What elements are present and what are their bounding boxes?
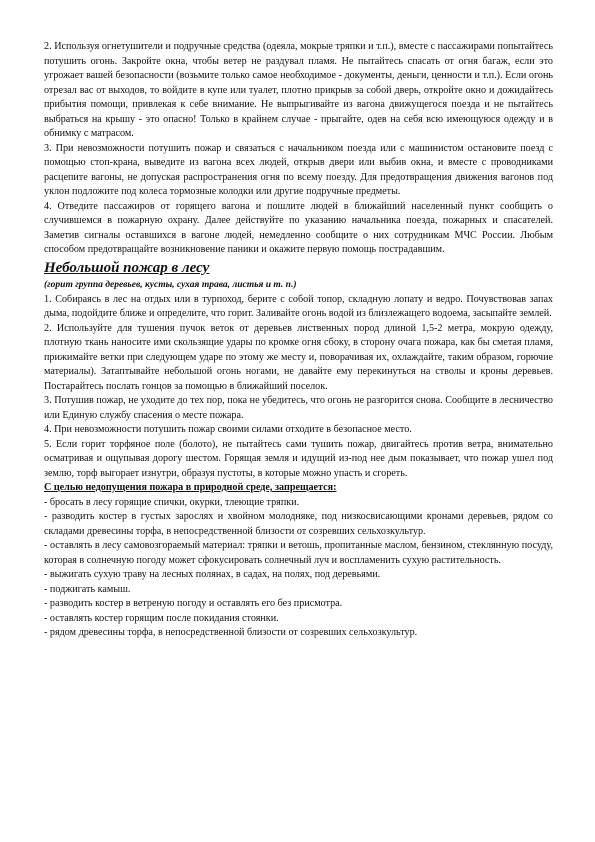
- prohibition-item: - поджигать камыш.: [44, 583, 131, 595]
- paragraph-forest-3: 3. Потушив пожар, не уходите до тех пор, пока не убедитесь, что огонь не разгорится снова. Сообщите в лесничество или Единую службу спасения о месте пожара.: [44, 395, 553, 421]
- paragraph-train-4: 4. Отведите пассажиров от горящего вагона и пошлите людей в ближайший населенный пункт сообщить о случившемся в пожарную охрану. Далее действуйте по указанию начальника поезда, пожарных и спасателей. Заметив сигналы оставшихся в вагоне людей, немедленно сообщите о них сотрудникам МЧС России. Любым способом предотвращайте возникновение паники и окажите первую помощь пострадавшим.: [44, 200, 553, 255]
- prohibition-item: - рядом древесины торфа, в непосредственной близости от созревших сельхозкультур.: [44, 627, 418, 638]
- prohibitions-title: С целью недопущения пожара в природной среде, запрещается:: [44, 482, 337, 493]
- paragraph-train-2: 2. Используя огнетушители и подручные средства (одеяла, мокрые тряпки и т.п.), вместе с пассажирами попытайтесь потушить огонь. Закройте окна, чтобы ветер не раздувал пламя. Не пытайтесь спасать от огня багаж, если это угрожает вашей безопасности (возьмите только самое необходимое - документы, деньги, ценности и т.п.). Если огонь отрезал вас от выходов, то войдите в купе или туалет, плотно прикрыв за собой дверь, откройте окно и дожидайтесь прибытия помощи, привлекая к себе внимание. Не выпрыгивайте из вагона движущегося поезда и не пытайтесь выбраться на крышу - это опасно! Только в крайнем случае - прыгайте, одев на себя всю имеющуюся одежду и в обнимку с матрасом.: [44, 41, 553, 139]
- prohibition-item: - оставлять в лесу самовозгораемый материал: тряпки и ветошь, пропитанные маслом, бензином, стеклянную посуду, которая в солнечную погоду может сфокусировать солнечный луч и воспламенить сухую растительность.: [44, 540, 553, 566]
- prohibition-item: - оставлять костер горящим после покидания стоянки.: [44, 612, 279, 624]
- paragraph-forest-1: 1. Собираясь в лес на отдых или в турпоход, берите с собой топор, складную лопату и ведро. Почувствовав запах дыма, подойдите ближе и определите, что горит. Заливайте огонь водой из близлежащего водоема, засыпайте землей.: [44, 293, 553, 319]
- prohibition-item: - разводить костер в ветреную погоду и оставлять его без присмотра.: [44, 598, 343, 609]
- paragraph-forest-5: 5. Если горит торфяное поле (болото), не пытайтесь сами тушить пожар, двигайтесь против ветра, внимательно осматривая и ощупывая дорогу шестом. Горящая земля и идущий из-под нее дым показывает, что пожар ушел под землю, торф выгорает изнутри, образуя пустоты, в которые можно упасть и сгореть.: [44, 438, 553, 479]
- paragraph-forest-4: 4. При невозможности потушить пожар своими силами отходите в безопасное место.: [44, 424, 412, 435]
- prohibition-item: - разводить костер в густых зарослях и хвойном молодняке, под низкосвисающими кронами деревьев, рядом со складами древесины торфа, в непосредственной близости от созревших сельхозкультур.: [44, 511, 553, 537]
- paragraph-forest-2: 2. Используйте для тушения пучок веток от деревьев лиственных пород длиной 1,5-2 метра, мокрую одежду, плотную ткань наносите ими скользящие удары по кромке огня сбоку, в сторону очага пожара, как бы сметая пламя, прижимайте ветки при следующем ударе по этому же месту и, поворачивая их, охлаждайте, таким образом, горючие материалы). Затаптывайте небольшой огонь ногами, не давайте ему перекинуться на стволы и кроны деревьев. Постарайтесь послать гонцов за помощью в ближайший поселок.: [44, 322, 553, 392]
- prohibition-item: - бросать в лесу горящие спички, окурки, тлеющие тряпки.: [44, 496, 300, 508]
- prohibition-item: - выжигать сухую траву на лесных полянах, в садах, на полях, под деревьями.: [44, 569, 381, 580]
- paragraph-train-3: 3. При невозможности потушить пожар и связаться с начальником поезда или с машинистом остановите поезд с помощью стоп-крана, выведите из вагона всех людей, открыв двери или выбив окна, и вместе с проводниками расцепите вагоны, не допуская распространения огня по всему поезду. Для предотвращения движения вагонов под уклон подложите под колеса тормозные колодки или другие подручные предметы.: [44, 142, 553, 197]
- document-body: [44, 40, 553, 641]
- section-subtitle: (горит группа деревьев, кусты, сухая трава, листья и т. п.): [44, 279, 297, 290]
- section-heading: Небольшой пожар в лесу: [44, 259, 210, 276]
